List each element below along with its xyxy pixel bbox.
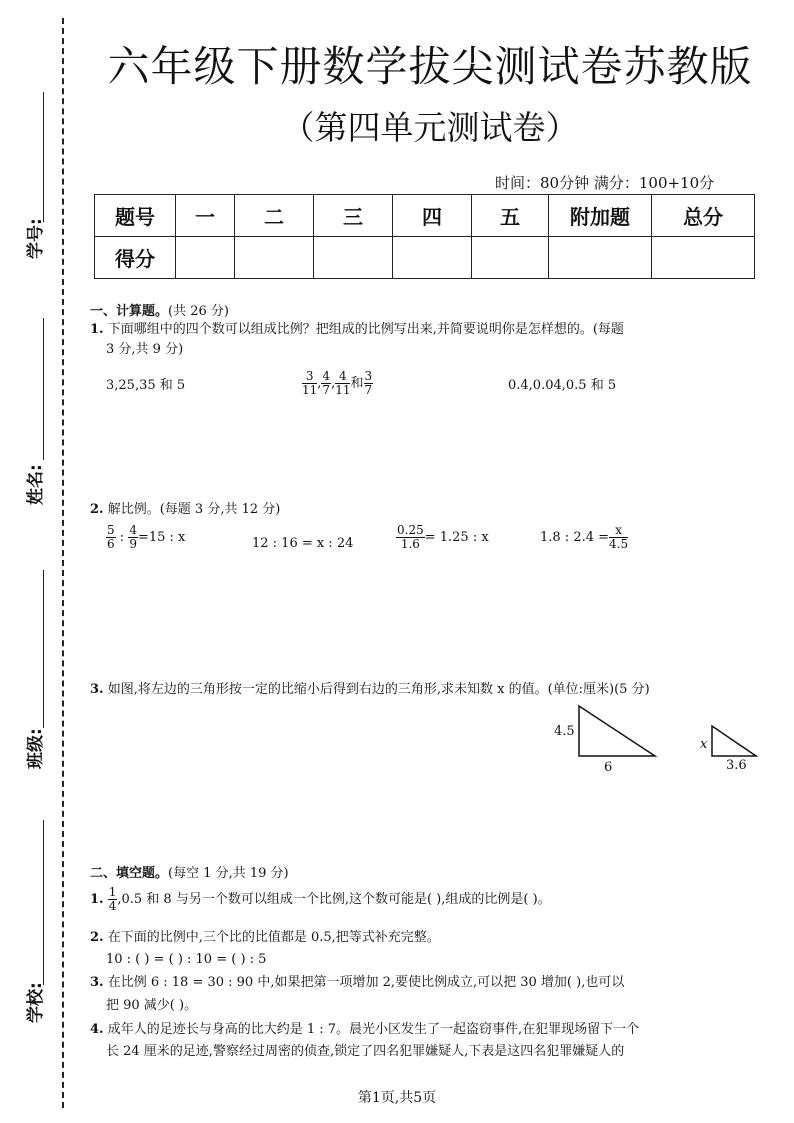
s1-q2-eq1: $\frac{5}{6}$ : $\frac{4}{9}$ =15 : x xyxy=(107,523,186,551)
score-cell[interactable] xyxy=(314,237,393,279)
section-1-heading xyxy=(90,300,229,319)
s1-q2-eq4: 1.8 : 2.4 = $\frac{x}{4.5}$ xyxy=(540,523,629,551)
score-header-cell: 一 xyxy=(176,195,235,237)
question-text: ,0.5 和 8 与另一个数可以组成一个比例,这个数可能是( ),组成的比例是( )。 xyxy=(117,892,551,907)
score-cell[interactable] xyxy=(235,237,314,279)
s1-q1-text xyxy=(90,320,770,340)
score-header-cell: 总分 xyxy=(652,195,755,237)
section-1-title: 一、计算题。 xyxy=(90,304,169,319)
fraction: $\frac{1}{4}$ xyxy=(108,885,117,913)
fraction: $\frac{0.25}{1.6}$ xyxy=(397,523,424,551)
section-2-heading xyxy=(90,862,289,881)
s1-q2-eq3: $\frac{0.25}{1.6}$ = 1.25 : x xyxy=(397,523,489,551)
s1-q1-group-c: 0.4,0.04,0.5 和 5 xyxy=(508,378,617,393)
fraction: $\frac{3}{11}$ xyxy=(302,369,318,397)
question-text: 在比例 6 : 18 = 30 : 90 中,如果把第一项增加 2,要使比例成立,可以把 30 增加( ),也可以 xyxy=(107,975,625,990)
s1-q1-points: 3 分,共 9 分) xyxy=(106,342,184,357)
page-footer: 第1页,共5页 xyxy=(357,1090,437,1106)
section-2-points: (每空 1 分,共 19 分) xyxy=(168,866,289,881)
large-triangle-height: 4.5 xyxy=(554,724,575,739)
time-info: 时间：80分钟 满分：100+10分 xyxy=(495,174,715,192)
s2-q3-text xyxy=(90,973,780,993)
fraction: $\frac{4}{9}$ xyxy=(129,523,137,551)
s2-q3-line2: 把 90 减少( )。 xyxy=(106,998,198,1013)
question-number: 2. xyxy=(90,502,104,517)
name-line xyxy=(43,318,44,460)
fraction: $\frac{x}{4.5}$ xyxy=(609,523,629,551)
question-text: 成年人的足迹长与身高的比大约是 1 : 7。晨光小区发生了一起盗窃事件,在犯罪现场留下一个 xyxy=(107,1022,640,1037)
large-triangle xyxy=(579,706,655,756)
small-triangle-base: 3.6 xyxy=(726,758,747,773)
s2-q4-text xyxy=(90,1020,780,1040)
section-2-title: 二、填空题。 xyxy=(90,866,169,881)
binding-dashed-line xyxy=(62,18,64,1108)
large-triangle-base: 6 xyxy=(604,760,613,775)
s1-q1-group-b: $\frac{3}{11}$ , $\frac{4}{7}$ , $\frac{4}{11}$ 和 $\frac{3}{7}$ xyxy=(302,369,373,397)
fraction: $\frac{3}{7}$ xyxy=(364,369,373,397)
score-header-cell: 四 xyxy=(393,195,472,237)
school-label: 学校: xyxy=(26,982,46,1023)
question-number: 1. xyxy=(90,322,104,337)
question-text: 解比例。(每题 3 分,共 12 分) xyxy=(107,502,281,517)
s2-q4-line2: 长 24 厘米的足迹,警察经过周密的侦查,锁定了四名犯罪嫌疑人,下表是这四名犯罪嫌疑人的 xyxy=(106,1044,625,1059)
small-triangle-height: x xyxy=(700,737,708,752)
school-line xyxy=(43,820,44,985)
small-triangle xyxy=(712,726,756,756)
question-text: 下面哪组中的四个数可以组成比例？把组成的比例写出来,并简要说明你是怎样想的。(每题 xyxy=(107,322,624,337)
s2-q1 xyxy=(90,886,780,913)
student-id-line xyxy=(43,92,44,222)
fraction: $\frac{4}{11}$ xyxy=(335,369,351,397)
name-label: 姓名: xyxy=(26,464,46,505)
score-header-cell: 附加题 xyxy=(549,195,652,237)
section-1-points: (共 26 分) xyxy=(168,304,229,319)
question-number: 4. xyxy=(90,1022,104,1037)
question-number: 3. xyxy=(90,682,104,697)
score-table-header-row xyxy=(95,195,755,237)
score-header-cell: 三 xyxy=(314,195,393,237)
score-header-cell: 题号 xyxy=(95,195,176,237)
question-text: 在下面的比例中,三个比的比值都是 0.5,把等式补充完整。 xyxy=(107,930,440,945)
score-table-score-row xyxy=(95,237,755,279)
question-number: 3. xyxy=(90,975,104,990)
question-number: 2. xyxy=(90,930,104,945)
score-row-label: 得分 xyxy=(95,237,176,279)
s2-q2-equation: 10 : ( ) = ( ) : 10 = ( ) : 5 xyxy=(106,952,267,967)
page-title: 六年级下册数学拔尖测试卷苏教版 xyxy=(107,42,753,91)
score-cell[interactable] xyxy=(549,237,652,279)
class-line xyxy=(43,570,44,728)
score-table xyxy=(94,194,755,279)
s1-q2-text xyxy=(90,500,280,520)
question-number: 1. xyxy=(90,892,104,907)
score-cell[interactable] xyxy=(472,237,549,279)
fraction: $\frac{4}{7}$ xyxy=(322,369,331,397)
student-id-label: 学号: xyxy=(26,218,46,259)
s2-q2-text xyxy=(90,928,440,948)
s1-q3-text xyxy=(90,680,780,700)
score-cell[interactable] xyxy=(652,237,755,279)
s1-q1-group-a: 3,25,35 和 5 xyxy=(106,378,186,393)
fraction: $\frac{5}{6}$ xyxy=(107,523,115,551)
s1-q2-eq2: 12 : 16 = x : 24 xyxy=(252,536,354,551)
score-cell[interactable] xyxy=(393,237,472,279)
score-header-cell: 二 xyxy=(235,195,314,237)
page-subtitle: （第四单元测试卷） xyxy=(281,108,579,147)
score-header-cell: 五 xyxy=(472,195,549,237)
score-cell[interactable] xyxy=(176,237,235,279)
question-text: 如图,将左边的三角形按一定的比缩小后得到右边的三角形,求未知数 x 的值。(单位:厘米)(5 分) xyxy=(107,682,650,697)
class-label: 班级: xyxy=(26,728,46,769)
